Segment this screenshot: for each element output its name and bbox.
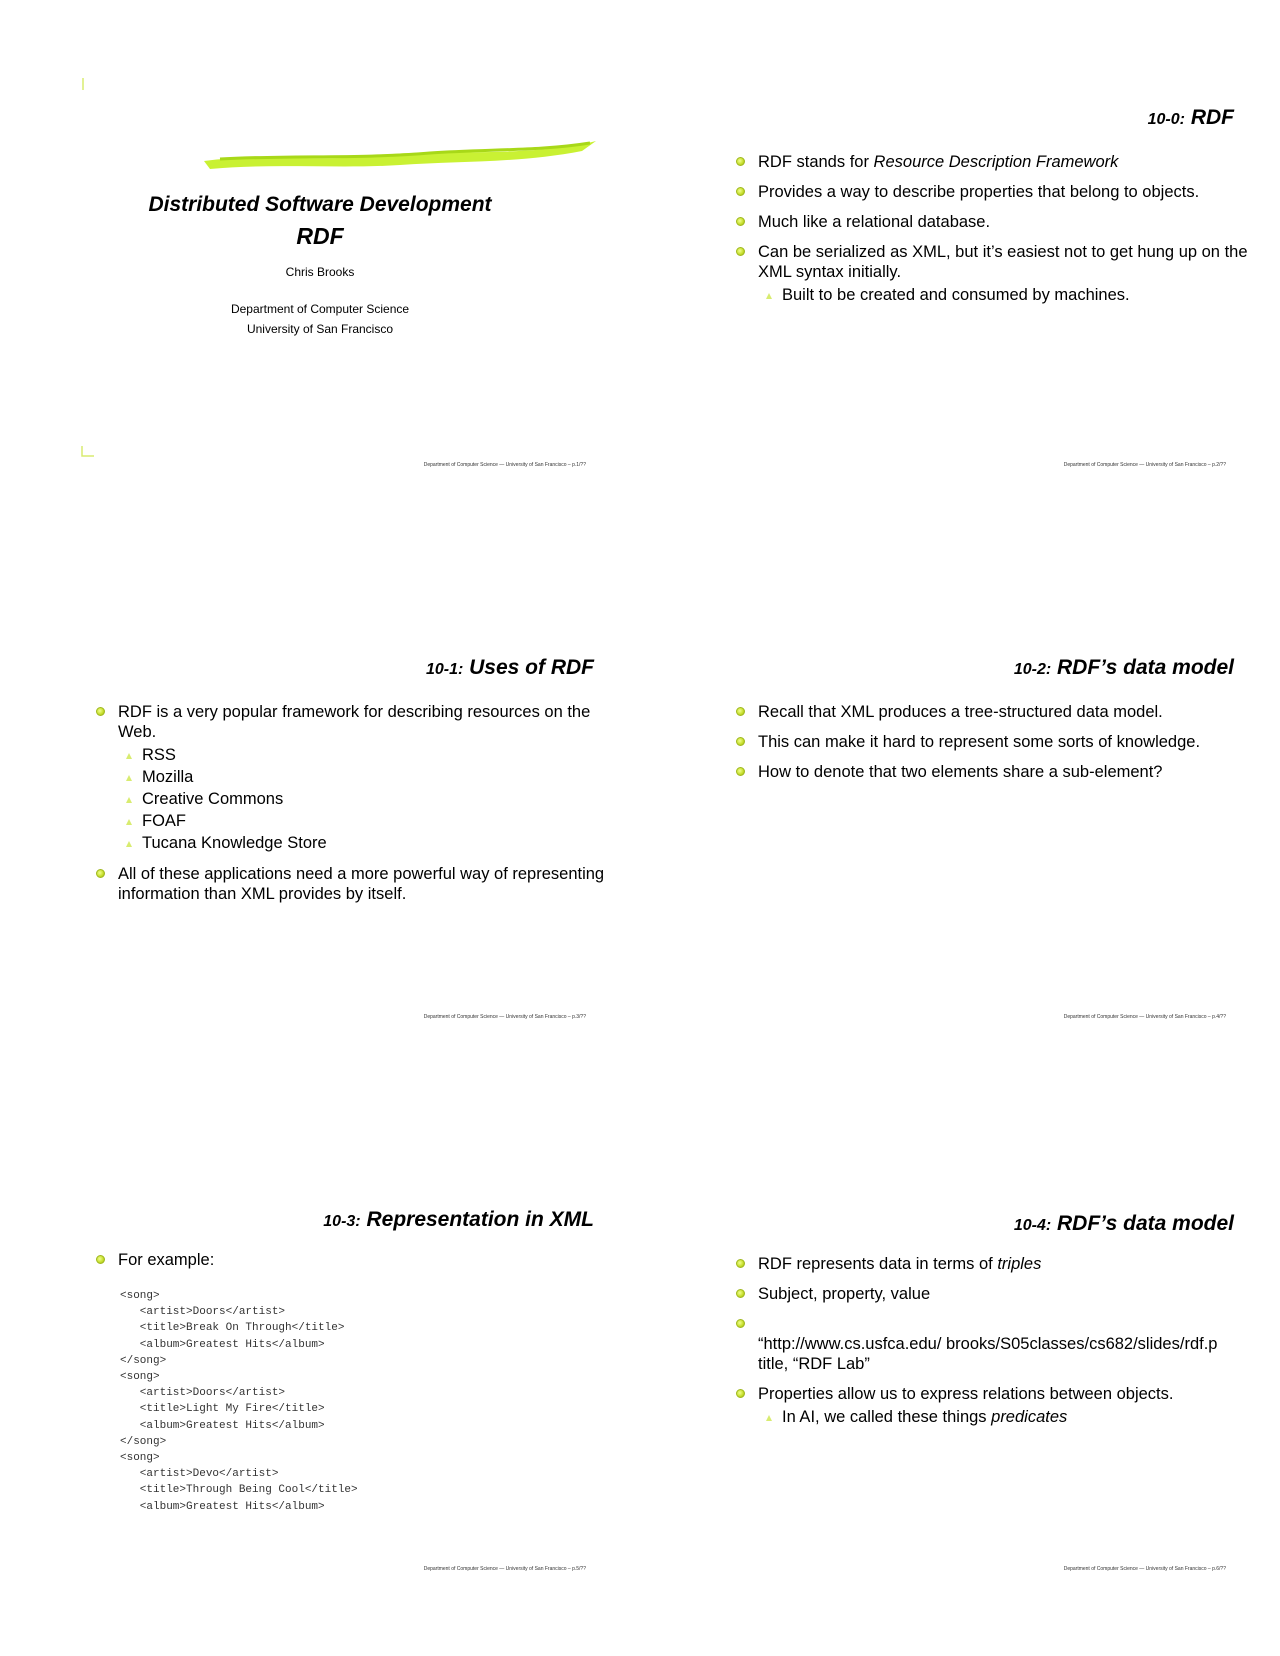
bullet-icon: [96, 707, 105, 716]
bullet-icon: [736, 217, 745, 226]
slide-title: RDF’s data model: [1057, 656, 1234, 679]
bullet-item: Can be serialized as XML, but it’s easiest not to get hung up on the XML syntax initially. Built to be created and consumed by machines.: [736, 242, 1256, 306]
bullet-list: [96, 702, 616, 914]
bullet-icon: [736, 707, 745, 716]
sub-bullet-item: Built to be created and consumed by machines.: [758, 284, 1256, 306]
slide-title: RDF’s data model: [1057, 1212, 1234, 1235]
bullet-icon: [736, 737, 745, 746]
slide-heading: [1148, 106, 1234, 130]
slide-number: 10-2:: [1013, 661, 1052, 678]
slide-footer: Department of Computer Science — University of San Francisco – p.1/??: [423, 462, 586, 468]
sub-bullet-item: FOAF: [118, 810, 616, 832]
bullet-item: This can make it hard to represent some sorts of knowledge.: [736, 732, 1256, 752]
bullet-item: RDF stands for Resource Description Framework: [736, 152, 1256, 172]
sub-bullet-list: [118, 744, 616, 854]
bullet-item: Properties allow us to express relations between objects. In AI, we called these things predicates: [736, 1384, 1280, 1428]
triangle-bullet-icon: [126, 753, 132, 759]
slide-footer: Department of Computer Science — University of San Francisco – p.4/??: [1063, 1014, 1226, 1020]
bullet-list: [736, 152, 1256, 316]
bullet-item: Subject, property, value: [736, 1284, 1280, 1304]
crop-mark-top-icon: [80, 78, 86, 92]
triangle-bullet-icon: [126, 841, 132, 847]
department-name: Department of Computer Science: [230, 302, 410, 316]
bullet-item: For example:: [96, 1250, 616, 1270]
sub-bullet-item: RSS: [118, 744, 616, 766]
bullet-icon: [736, 247, 745, 256]
slide-title: Uses of RDF: [469, 656, 594, 679]
slide-heading: [1014, 1212, 1234, 1236]
presentation-subtitle: RDF: [296, 223, 344, 249]
slide-footer: Department of Computer Science — University of San Francisco – p.6/??: [1063, 1566, 1226, 1572]
slide-number: 10-3:: [323, 1213, 361, 1230]
sub-bullet-item: Mozilla: [118, 766, 616, 788]
slide-heading: [323, 1208, 594, 1232]
crop-mark-bottom-icon: [80, 446, 96, 460]
author-name: Chris Brooks: [285, 265, 355, 279]
sub-bullet-list: [758, 1406, 1280, 1428]
triangle-bullet-icon: [126, 797, 132, 803]
sub-bullet-item: Tucana Knowledge Store: [118, 832, 616, 854]
sub-bullet-list: [758, 284, 1256, 306]
bullet-item: Provides a way to describe properties that belong to objects.: [736, 182, 1256, 202]
bullet-icon: [736, 767, 745, 776]
triangle-bullet-icon: [126, 819, 132, 825]
sub-bullet-item: Creative Commons: [118, 788, 616, 810]
slide-footer: Department of Computer Science — University of San Francisco – p.2/??: [1063, 462, 1226, 468]
slide-footer: Department of Computer Science — University of San Francisco – p.5/??: [423, 1566, 586, 1572]
bullet-icon: [736, 1389, 745, 1398]
bullet-icon: [736, 1259, 745, 1268]
slide-title: RDF: [1190, 106, 1234, 129]
slide-number: 10-1:: [425, 661, 464, 678]
university-name: University of San Francisco: [246, 322, 394, 336]
bullet-icon: [736, 1319, 745, 1328]
slide-number: 10-4:: [1013, 1217, 1052, 1234]
bullet-icon: [96, 869, 105, 878]
bullet-item: “http://www.cs.usfca.edu/ brooks/S05classes/cs682/slides/rdf.p title, “RDF Lab”: [736, 1314, 1280, 1374]
bullet-list: [736, 702, 1256, 792]
bullet-list: [96, 1250, 616, 1280]
green-brushstroke-icon: [200, 139, 600, 175]
bullet-item: RDF represents data in terms of triples: [736, 1254, 1280, 1274]
slide-3: [0, 552, 640, 1104]
bullet-item: All of these applications need a more powerful way of representing information than XML provides by itself.: [96, 864, 616, 904]
slide-heading: [1014, 656, 1234, 680]
bullet-item: Recall that XML produces a tree-structured data model.: [736, 702, 1256, 722]
presentation-title: Distributed Software Development: [148, 193, 492, 216]
slide-footer: Department of Computer Science — University of San Francisco – p.3/??: [423, 1014, 586, 1020]
bullet-icon: [736, 1289, 745, 1298]
slide-2: [640, 0, 1280, 552]
bullet-icon: [96, 1255, 105, 1264]
bullet-item: How to denote that two elements share a sub-element?: [736, 762, 1256, 782]
xml-code-block: <song> <artist>Doors</artist> <title>Break On Through</title> <album>Greatest Hits</album> </song> <song> <artist>Doors</artist> <title>Light My Fire</title> <album>Greatest Hits</album> </song> <song> <artist>Devo</artist> <title>Through Being Cool</title> <album>Greatest Hits</album>: [120, 1290, 358, 1513]
bullet-item: Much like a relational database.: [736, 212, 1256, 232]
bullet-icon: [736, 157, 745, 166]
bullet-item: RDF is a very popular framework for describing resources on the Web. RSS Mozilla Creative Commons FOAF Tucana Knowledge Store: [96, 702, 616, 854]
bullet-icon: [736, 187, 745, 196]
triangle-bullet-icon: [766, 1415, 772, 1421]
triangle-bullet-icon: [126, 775, 132, 781]
slide-4: [640, 552, 1280, 1104]
triangle-bullet-icon: [766, 293, 772, 299]
slide-title: Representation in XML: [366, 1208, 594, 1231]
slide-1-title: [0, 0, 640, 552]
slide-heading: [426, 656, 594, 680]
slide-6: [640, 1104, 1280, 1656]
slide-number: 10-0:: [1147, 111, 1185, 128]
sub-bullet-item: In AI, we called these things predicates: [758, 1406, 1280, 1428]
bullet-list: [736, 1254, 1280, 1438]
slide-5: [0, 1104, 640, 1656]
